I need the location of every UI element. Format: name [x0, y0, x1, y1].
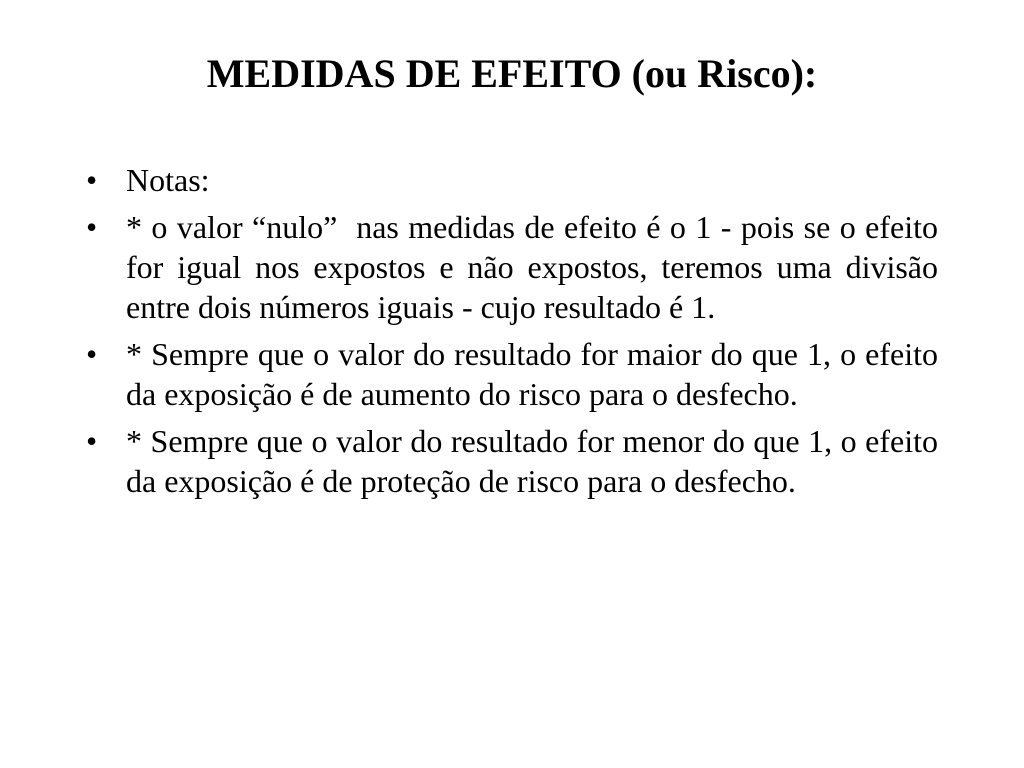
bullet-item-notes: [86, 160, 938, 200]
bullet-item-less-than-one: [86, 421, 946, 501]
bullet-marker: •: [86, 423, 98, 459]
bullet-marker: •: [86, 336, 98, 372]
bullet-text: * Sempre que o valor do resultado for maior do que 1, o efeito da exposição é de aumento do risco para o desfecho.: [126, 336, 946, 412]
bullet-text: Notas:: [126, 162, 210, 198]
bullet-text: * o valor “nulo” nas medidas de efeito é o 1 - pois se o efeito for igual nos expostos e não expostos, teremos uma divisão entre dois números iguais - cujo resultado é 1.: [126, 209, 946, 325]
slide-title: MEDIDAS DE EFEITO (ou Risco):: [206, 51, 818, 96]
bullet-marker: •: [86, 209, 98, 245]
bullet-item-null-value: [86, 207, 946, 327]
bullet-marker: •: [86, 162, 98, 198]
bullet-text: * Sempre que o valor do resultado for menor do que 1, o efeito da exposição é de proteção de risco para o desfecho.: [126, 423, 946, 499]
bullet-item-greater-than-one: [86, 334, 946, 414]
bullet-list: [86, 160, 946, 508]
